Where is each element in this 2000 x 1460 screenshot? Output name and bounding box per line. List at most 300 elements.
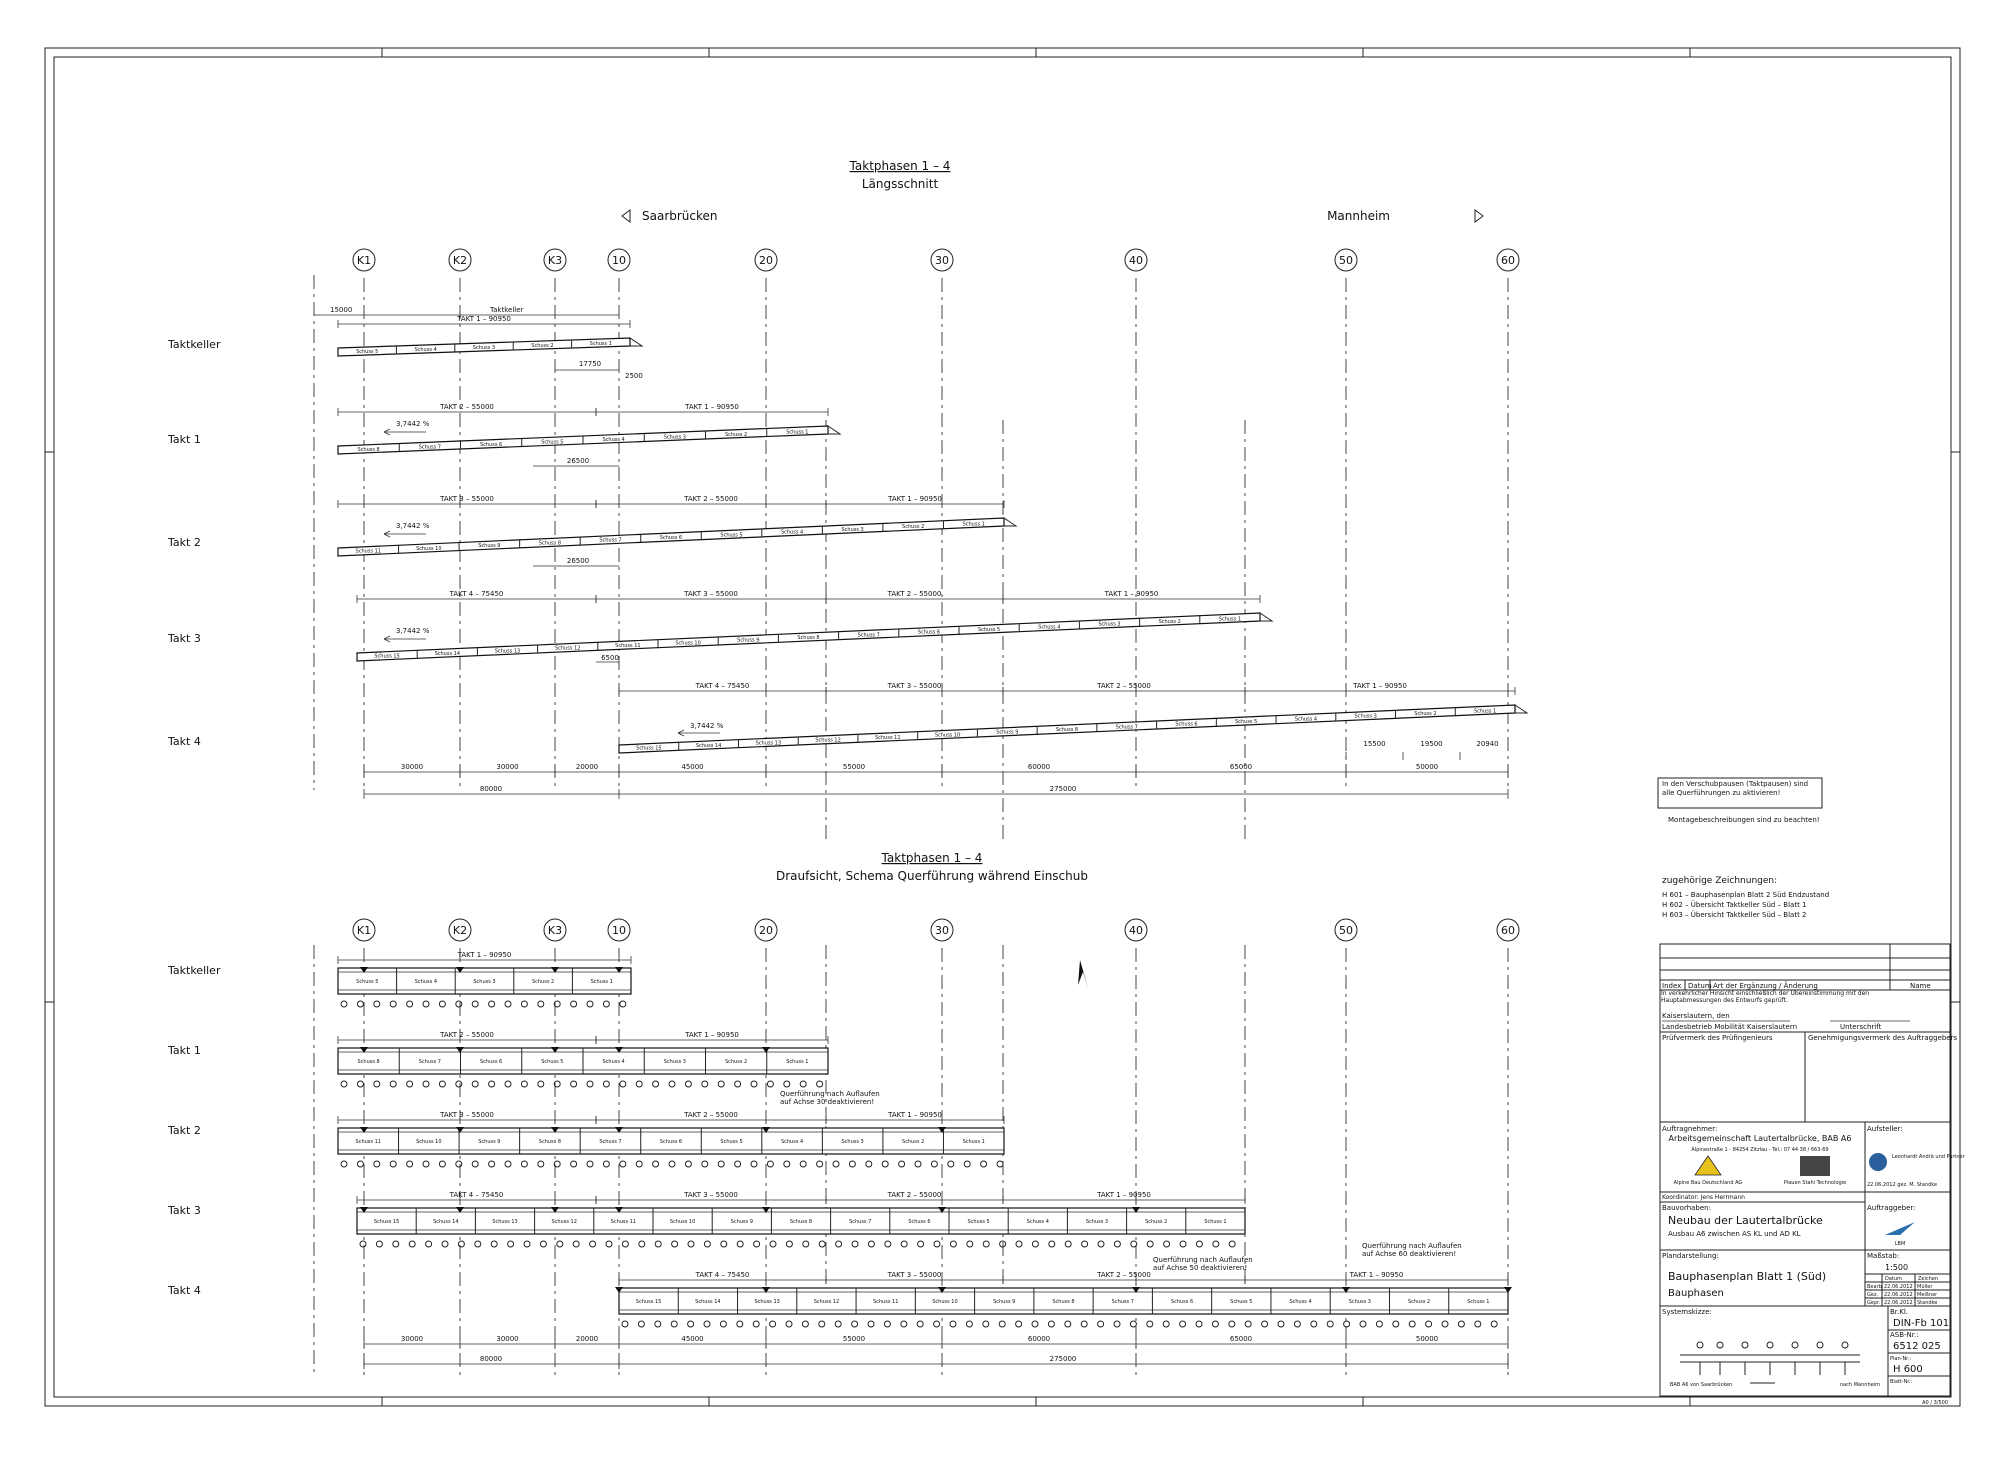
span-dim-text: 30000 [496,1335,519,1343]
span-dim-text: 45000 [681,763,704,771]
schuss-label: Schuss 14 [434,651,461,657]
guide-circle-icon [800,1161,806,1167]
guide-circle-icon [964,1161,970,1167]
guide-circle-icon [603,1001,609,1007]
guide-circle-icon [489,1161,495,1167]
plan-schuss-label: Schuss 5 [356,979,379,985]
plan-sub-tb: Bauphasen [1668,1288,1724,1299]
dim-text: 26500 [566,557,590,565]
guide-circle-icon [702,1081,708,1087]
plan-schuss-label: Schuss 14 [433,1219,459,1225]
idx-h2: Datum [1688,982,1712,990]
guide-circle-icon [587,1001,593,1007]
plan-takt-label: TAKT 1 – 90950 [888,1111,942,1119]
axis-label: 30 [935,924,949,937]
note-box-text-wrap [1662,780,1820,808]
plan-subtitle: Draufsicht, Schema Querführung während Einschub [776,869,1088,883]
plan-schuss-label: Schuss 1 [1467,1299,1490,1305]
sign-r3-c: Standke [1917,1300,1938,1306]
plan-schuss-label: Schuss 10 [416,1139,442,1145]
guide-circle-icon [636,1161,642,1167]
takt-label: TAKT 3 – 55000 [684,590,738,598]
schuss-label: Schuss 11 [615,643,641,649]
sign-h1: Datum [1885,1276,1902,1282]
guide-circle-icon [1016,1321,1022,1327]
launching-nose-icon [828,426,840,434]
guide-circle-icon [357,1081,363,1087]
plan-takt-label: TAKT 2 – 55000 [1097,1271,1151,1279]
schuss-label: Schuss 3 [663,434,686,441]
axis-label: K2 [452,254,468,267]
launching-nose-icon [1260,613,1272,621]
guide-circle-icon [439,1001,445,1007]
guide-circle-icon [934,1321,940,1327]
guide-circle-icon [374,1161,380,1167]
guide-circle-icon [341,1161,347,1167]
slope-arrow-icon [678,730,720,736]
guide-circle-icon [901,1241,907,1247]
axis-grid [314,249,1519,1375]
span-dim-text: 55000 [842,763,866,771]
guide-circle-icon [1196,1321,1202,1327]
guide-circle-icon [636,1081,642,1087]
guide-circle-icon [721,1241,727,1247]
guide-circle-icon [653,1161,659,1167]
unterschrift-text: Unterschrift [1840,1023,1882,1031]
guide-circle-icon [1180,1321,1186,1327]
schuss-label: Schuss 9 [478,543,501,550]
guide-circle-icon [685,1161,691,1167]
row-label-long: Takt 1 [168,433,201,446]
guide-circle-icon [1278,1321,1284,1327]
axis-label: K3 [547,254,563,267]
launching-nose-icon [1004,518,1016,526]
plan-schuss-label: Schuss 3 [663,1059,686,1065]
pruef-text: Prüfvermerk des Prüfingenieurs [1662,1034,1773,1042]
guide-circle-icon [702,1161,708,1167]
schuss-label: Schuss 2 [1414,711,1437,717]
sign-r1-b: 22.06.2012 [1884,1284,1913,1290]
guide-circle-icon [852,1241,858,1247]
guide-circle-icon [393,1241,399,1247]
sign-r1-a: Bearb. [1867,1284,1884,1290]
q50-note-wrap [1153,1256,1263,1286]
guide-circle-icon [521,1161,527,1167]
aufsteller-logo-text: Leonhardt Andrä und Partner [1892,1154,1965,1160]
guide-circle-icon [704,1321,710,1327]
guide-circle-icon [1163,1321,1169,1327]
plan-title: Taktphasen 1 – 4 [881,851,983,865]
plan-schuss-label: Schuss 1 [590,979,613,985]
span-total-text: 275000 [1049,1355,1077,1363]
plan-schuss-label: Schuss 8 [789,1219,813,1225]
plan-schuss-label: Schuss 5 [967,1219,990,1225]
plan-schuss-label: Schuss 8 [538,1139,562,1145]
koordinator: Koordinator: Jens Herrmann [1662,1194,1745,1201]
guide-circle-icon [1426,1321,1432,1327]
guide-circle-icon [524,1241,530,1247]
massstab-label: Maßstab: [1867,1252,1900,1260]
guide-circle-icon [852,1321,858,1327]
guide-circle-icon [934,1241,940,1247]
plan-takt-label: TAKT 1 – 90950 [685,1031,739,1039]
dim-text: 2500 [625,372,643,380]
guide-circle-icon [538,1161,544,1167]
guide-circle-icon [376,1241,382,1247]
plan-schuss-label: Schuss 4 [1289,1299,1312,1305]
span-dim-text: 60000 [1027,763,1051,771]
guide-circle-icon [950,1241,956,1247]
schuss-label: Schuss 10 [675,640,701,647]
plan-schuss-label: Schuss 13 [754,1299,780,1305]
guide-circle-icon [1262,1321,1268,1327]
schuss-label: Schuss 3 [841,526,864,533]
schuss-label: Schuss 5 [720,532,743,539]
guide-circle-icon [491,1241,497,1247]
alpine-logo-icon [1695,1156,1721,1175]
guide-circle-icon [800,1081,806,1087]
schuss-label: Schuss 7 [857,632,880,639]
row-label-plan: Takt 2 [168,1124,201,1137]
axis-label: 30 [935,254,949,267]
schuss-label: Schuss 6 [480,441,503,448]
guide-circle-icon [884,1321,890,1327]
guide-circle-icon [407,1001,413,1007]
schuss-label: Schuss 3 [472,345,496,351]
schuss-label: Schuss 5 [541,439,564,446]
span-dim-text: 45000 [681,1335,704,1343]
guide-circle-icon [931,1161,937,1167]
sketch-axis-icon [1717,1342,1723,1348]
guide-circle-icon [540,1241,546,1247]
schuss-label: Schuss 6 [917,629,941,636]
guide-circle-icon [899,1161,905,1167]
plan-schuss-label: Schuss 10 [932,1299,958,1305]
guide-circle-icon [639,1241,645,1247]
plan-takt-label: TAKT 3 – 55000 [887,1271,942,1279]
plan-schuss-label: Schuss 3 [841,1139,864,1145]
plan-schuss-label: Schuss 8 [357,1059,380,1065]
takt-label: TAKT 1 – 90950 [457,315,511,323]
plan-takt-label: TAKT 3 – 55000 [684,1191,738,1199]
zug-title: zugehörige Zeichnungen: [1662,876,1778,886]
guide-circle-icon [1180,1241,1186,1247]
dim-text: 26500 [566,457,590,465]
plan-takt-label: TAKT 1 – 90950 [457,951,512,959]
schuss-label: Schuss 4 [1038,624,1061,631]
plan-schuss-label: Schuss 15 [635,1299,662,1305]
guide-circle-icon [718,1161,724,1167]
guide-circle-icon [505,1081,511,1087]
guide-circle-icon [1229,1241,1235,1247]
plan-label: Plandarstellung: [1662,1252,1719,1260]
guide-circle-icon [1065,1241,1071,1247]
guide-circle-icon [688,1241,694,1247]
zug-item-1: H 601 – Bauphasenplan Blatt 2 Süd Endzustand [1662,891,1830,899]
guide-circle-icon [1048,1321,1054,1327]
genehm-text: Genehmigungsvermerk des Auftraggebers [1808,1034,1958,1042]
takt-label: TAKT 2 – 55000 [440,403,494,411]
axis-label: 60 [1501,254,1515,267]
schuss-label: Schuss 15 [374,653,400,660]
span-dim-text: 20000 [575,1335,599,1343]
row-label-long: Takt 4 [168,735,201,748]
plan-schuss-label: Schuss 5 [1230,1299,1253,1305]
slope-arrow-icon [384,531,426,537]
span-dim-text: 30000 [400,763,424,771]
guide-circle-icon [737,1321,743,1327]
guide-circle-icon [1311,1321,1317,1327]
guide-circle-icon [1164,1241,1170,1247]
span-dim-text: 50000 [1415,763,1439,771]
plan-takt-label: TAKT 3 – 55000 [440,1111,494,1119]
axis-label: 40 [1129,924,1143,937]
guide-circle-icon [1131,1241,1137,1247]
guide-circle-icon [521,1001,527,1007]
direction-right-label: Mannheim [1327,209,1390,223]
guide-circle-icon [817,1081,823,1087]
plan-takt-label: TAKT 4 – 75450 [449,1191,504,1199]
guide-circle-icon [538,1001,544,1007]
plan-schuss-label: Schuss 8 [1052,1299,1075,1305]
guide-circle-icon [655,1241,661,1247]
idx-h3: Art der Ergänzung / Änderung [1713,982,1818,990]
schuss-label: Schuss 3 [1354,713,1377,720]
guide-circle-icon [439,1161,445,1167]
sign-r3-a: Gepr. [1867,1300,1881,1306]
guide-circle-icon [948,1161,954,1167]
guide-circle-icon [836,1241,842,1247]
plan-schuss-label: Schuss 4 [1026,1219,1049,1225]
guide-circle-icon [505,1001,511,1007]
q30-note: Querführung nach Auflaufen auf Achse 30 deaktivieren! [780,1090,880,1106]
axis-label: K1 [356,924,372,937]
sketch-axis-icon [1742,1342,1748,1348]
schuss-label: Schuss 2 [725,431,748,438]
guide-circle-icon [1032,1321,1038,1327]
guide-circle-icon [770,1241,776,1247]
q30-note-wrap [780,1090,890,1120]
plan-schuss-label: Schuss 2 [725,1059,748,1065]
lbm-logo-icon [1885,1222,1915,1235]
dim-text: 20940 [1476,740,1499,748]
guide-circle-icon [606,1241,612,1247]
span-total-text: 80000 [479,785,503,793]
guide-circle-icon [882,1161,888,1167]
guide-circle-icon [950,1321,956,1327]
row-label-plan: Takt 3 [168,1204,201,1217]
q50-note: Querführung nach Auflaufen auf Achse 50 deaktivieren! [1153,1256,1253,1272]
guide-circle-icon [737,1241,743,1247]
guide-circle-icon [751,1081,757,1087]
guide-circle-icon [672,1241,678,1247]
schuss-label: Schuss 8 [357,446,380,453]
slope-arrow-icon [384,429,426,435]
schuss-label: Schuss 11 [875,735,901,741]
guide-circle-icon [803,1241,809,1247]
guide-circle-icon [917,1321,923,1327]
guide-circle-icon [704,1241,710,1247]
guide-circle-icon [901,1321,907,1327]
row-label-long: Takt 2 [168,536,201,549]
slope-label: 3,7442 % [396,627,430,635]
guide-circle-icon [833,1161,839,1167]
guide-circle-icon [671,1321,677,1327]
direction-left [622,209,718,223]
guide-circle-icon [390,1161,396,1167]
guide-circle-icon [590,1241,596,1247]
takt-label: TAKT 1 – 90950 [1104,590,1159,598]
plan-schuss-label: Schuss 4 [602,1059,625,1065]
place-text: Kaiserslautern, den [1662,1012,1730,1020]
plan-takt-label: TAKT 1 – 90950 [1349,1271,1404,1279]
logo1-text: Alpine Bau Deutschland AG [1673,1180,1743,1186]
takt-label: TAKT 2 – 55000 [684,495,738,503]
guide-circle-icon [983,1321,989,1327]
address: Alpinestraße 1 - 84254 Zitzlau - Tel.: 07 44 38 / 663-69 [1691,1147,1829,1153]
format-text: A0 / 3/500 [1922,1400,1948,1406]
arrow-right-icon [1475,210,1483,222]
note-box-text: In den Verschubpausen (Taktpausen) sind alle Querführungen zu aktivieren! [1662,780,1809,797]
guide-circle-icon [1491,1321,1497,1327]
sign-r2-c: Meißner [1917,1292,1938,1298]
plan-schuss-label: Schuss 12 [551,1219,577,1225]
plan-schuss-label: Schuss 13 [492,1219,518,1225]
axis-label: K3 [547,924,563,937]
span-dim-text: 65000 [1229,1335,1253,1343]
plan-schuss-label: Schuss 3 [1085,1219,1109,1225]
guide-circle-icon [1147,1241,1153,1247]
aufsteller-date: 22.06.2012 gez. M. Standke [1867,1182,1938,1188]
takt-label: TAKT 4 – 75450 [695,682,750,690]
guide-circle-icon [981,1161,987,1167]
lbm-text: Landesbetrieb Mobilität Kaiserslautern [1662,1023,1798,1031]
takt-label: TAKT 1 – 90950 [685,403,739,411]
axis-label: 10 [612,924,626,937]
schuss-label: Schuss 13 [755,740,782,747]
arrow-left-icon [622,210,630,222]
schuss-label: Schuss 5 [1235,719,1258,725]
guide-circle-icon [472,1081,478,1087]
zug-item-3: H 603 – Übersicht Taktkeller Süd – Blatt 2 [1662,911,1807,919]
guide-circle-icon [754,1241,760,1247]
plan-schuss-label: Schuss 4 [414,979,438,985]
schuss-label: Schuss 12 [815,737,841,744]
guide-circle-icon [409,1241,415,1247]
guide-circle-icon [868,1241,874,1247]
asb: 6512 025 [1893,1341,1941,1352]
schuss-label: Schuss 2 [531,343,554,349]
plan-schuss-label: Schuss 1 [1204,1219,1227,1225]
aufsteller-label: Aufsteller: [1867,1125,1903,1133]
guide-circle-icon [620,1001,626,1007]
sign-r2-b: 22.06.2012 [1884,1292,1913,1298]
plan-schuss-label: Schuss 11 [872,1299,899,1305]
guide-circle-icon [1213,1241,1219,1247]
axis-label: 10 [612,254,626,267]
plauen-logo-icon [1800,1156,1830,1176]
axis-label: K2 [452,924,468,937]
plan-title-tb: Bauphasenplan Blatt 1 (Süd) [1668,1270,1827,1283]
schuss-label: Schuss 3 [1098,621,1121,628]
guide-circle-icon [819,1241,825,1247]
guide-circle-icon [767,1161,773,1167]
span-dim-text: 55000 [842,1335,866,1343]
guide-circle-icon [1081,1321,1087,1327]
idx-h1: Index [1662,982,1682,990]
guide-circle-icon [357,1161,363,1167]
brkl: DIN-Fb 101 [1893,1318,1950,1329]
guide-circle-icon [751,1161,757,1167]
guide-circle-icon [603,1081,609,1087]
guide-circle-icon [390,1081,396,1087]
guide-circle-icon [456,1081,462,1087]
schuss-label: Schuss 2 [1158,619,1181,625]
guide-circle-icon [1114,1241,1120,1247]
span-dim-text: 50000 [1415,1335,1439,1343]
guide-circle-icon [456,1161,462,1167]
aufsteller-logo-icon [1869,1153,1887,1171]
plan-schuss-label: Schuss 2 [1145,1219,1168,1225]
launching-nose-icon [630,338,642,346]
guide-circle-icon [767,1081,773,1087]
guide-circle-icon [849,1161,855,1167]
axis-label: 60 [1501,924,1515,937]
plan-schuss-label: Schuss 4 [780,1139,804,1145]
axis-label: 20 [759,924,773,937]
guide-circle-icon [439,1081,445,1087]
plan-schuss-label: Schuss 1 [962,1139,985,1145]
takt-label: TAKT 3 – 55000 [440,495,494,503]
guide-circle-icon [1114,1321,1120,1327]
takt-label: TAKT 2 – 55000 [887,590,942,598]
system-sketch [1680,1342,1860,1383]
plan-takt-label: TAKT 1 – 90950 [1097,1191,1151,1199]
q60-note-wrap [1362,1242,1472,1272]
guide-circle-icon [685,1081,691,1087]
plan-schuss-label: Schuss 7 [599,1139,622,1145]
sign-r2-a: Gez. [1867,1292,1879,1298]
dim-text: 17750 [578,360,602,368]
plan-schuss-label: Schuss 7 [849,1219,872,1225]
guide-circle-icon [770,1321,776,1327]
schuss-label: Schuss 8 [1055,727,1079,733]
guide-circle-icon [918,1241,924,1247]
bauvorhaben-label: Bauvorhaben: [1662,1204,1711,1212]
guide-circle-icon [1376,1321,1382,1327]
axis-label: 50 [1339,924,1353,937]
sketch-axis-icon [1767,1342,1773,1348]
confirm-text: In verkehrlicher Hinsicht einschließlich der Übereinstimmung mit den Hauptabmessungen des Entwurfs geprüft. [1661,990,1870,1004]
guide-circle-icon [786,1321,792,1327]
guide-circle-icon [407,1161,413,1167]
guide-circle-icon [426,1241,432,1247]
lbm-logo-text: LBM [1894,1241,1906,1247]
zug-item-2: H 602 – Übersicht Taktkeller Süd – Blatt 1 [1662,901,1807,909]
plan-schuss-label: Schuss 15 [373,1219,400,1225]
schuss-label: Schuss 13 [494,648,521,655]
guide-circle-icon [508,1241,514,1247]
guide-circle-icon [819,1321,825,1327]
sketch-axis-icon [1817,1342,1823,1348]
schuss-label: Schuss 1 [962,521,985,528]
span-total-text: 80000 [479,1355,503,1363]
row-label-plan: Takt 1 [168,1044,201,1057]
launching-nose-icon [1515,705,1527,713]
guide-circle-icon [1196,1241,1202,1247]
guide-circle-icon [587,1081,593,1087]
axis-label: 20 [759,254,773,267]
